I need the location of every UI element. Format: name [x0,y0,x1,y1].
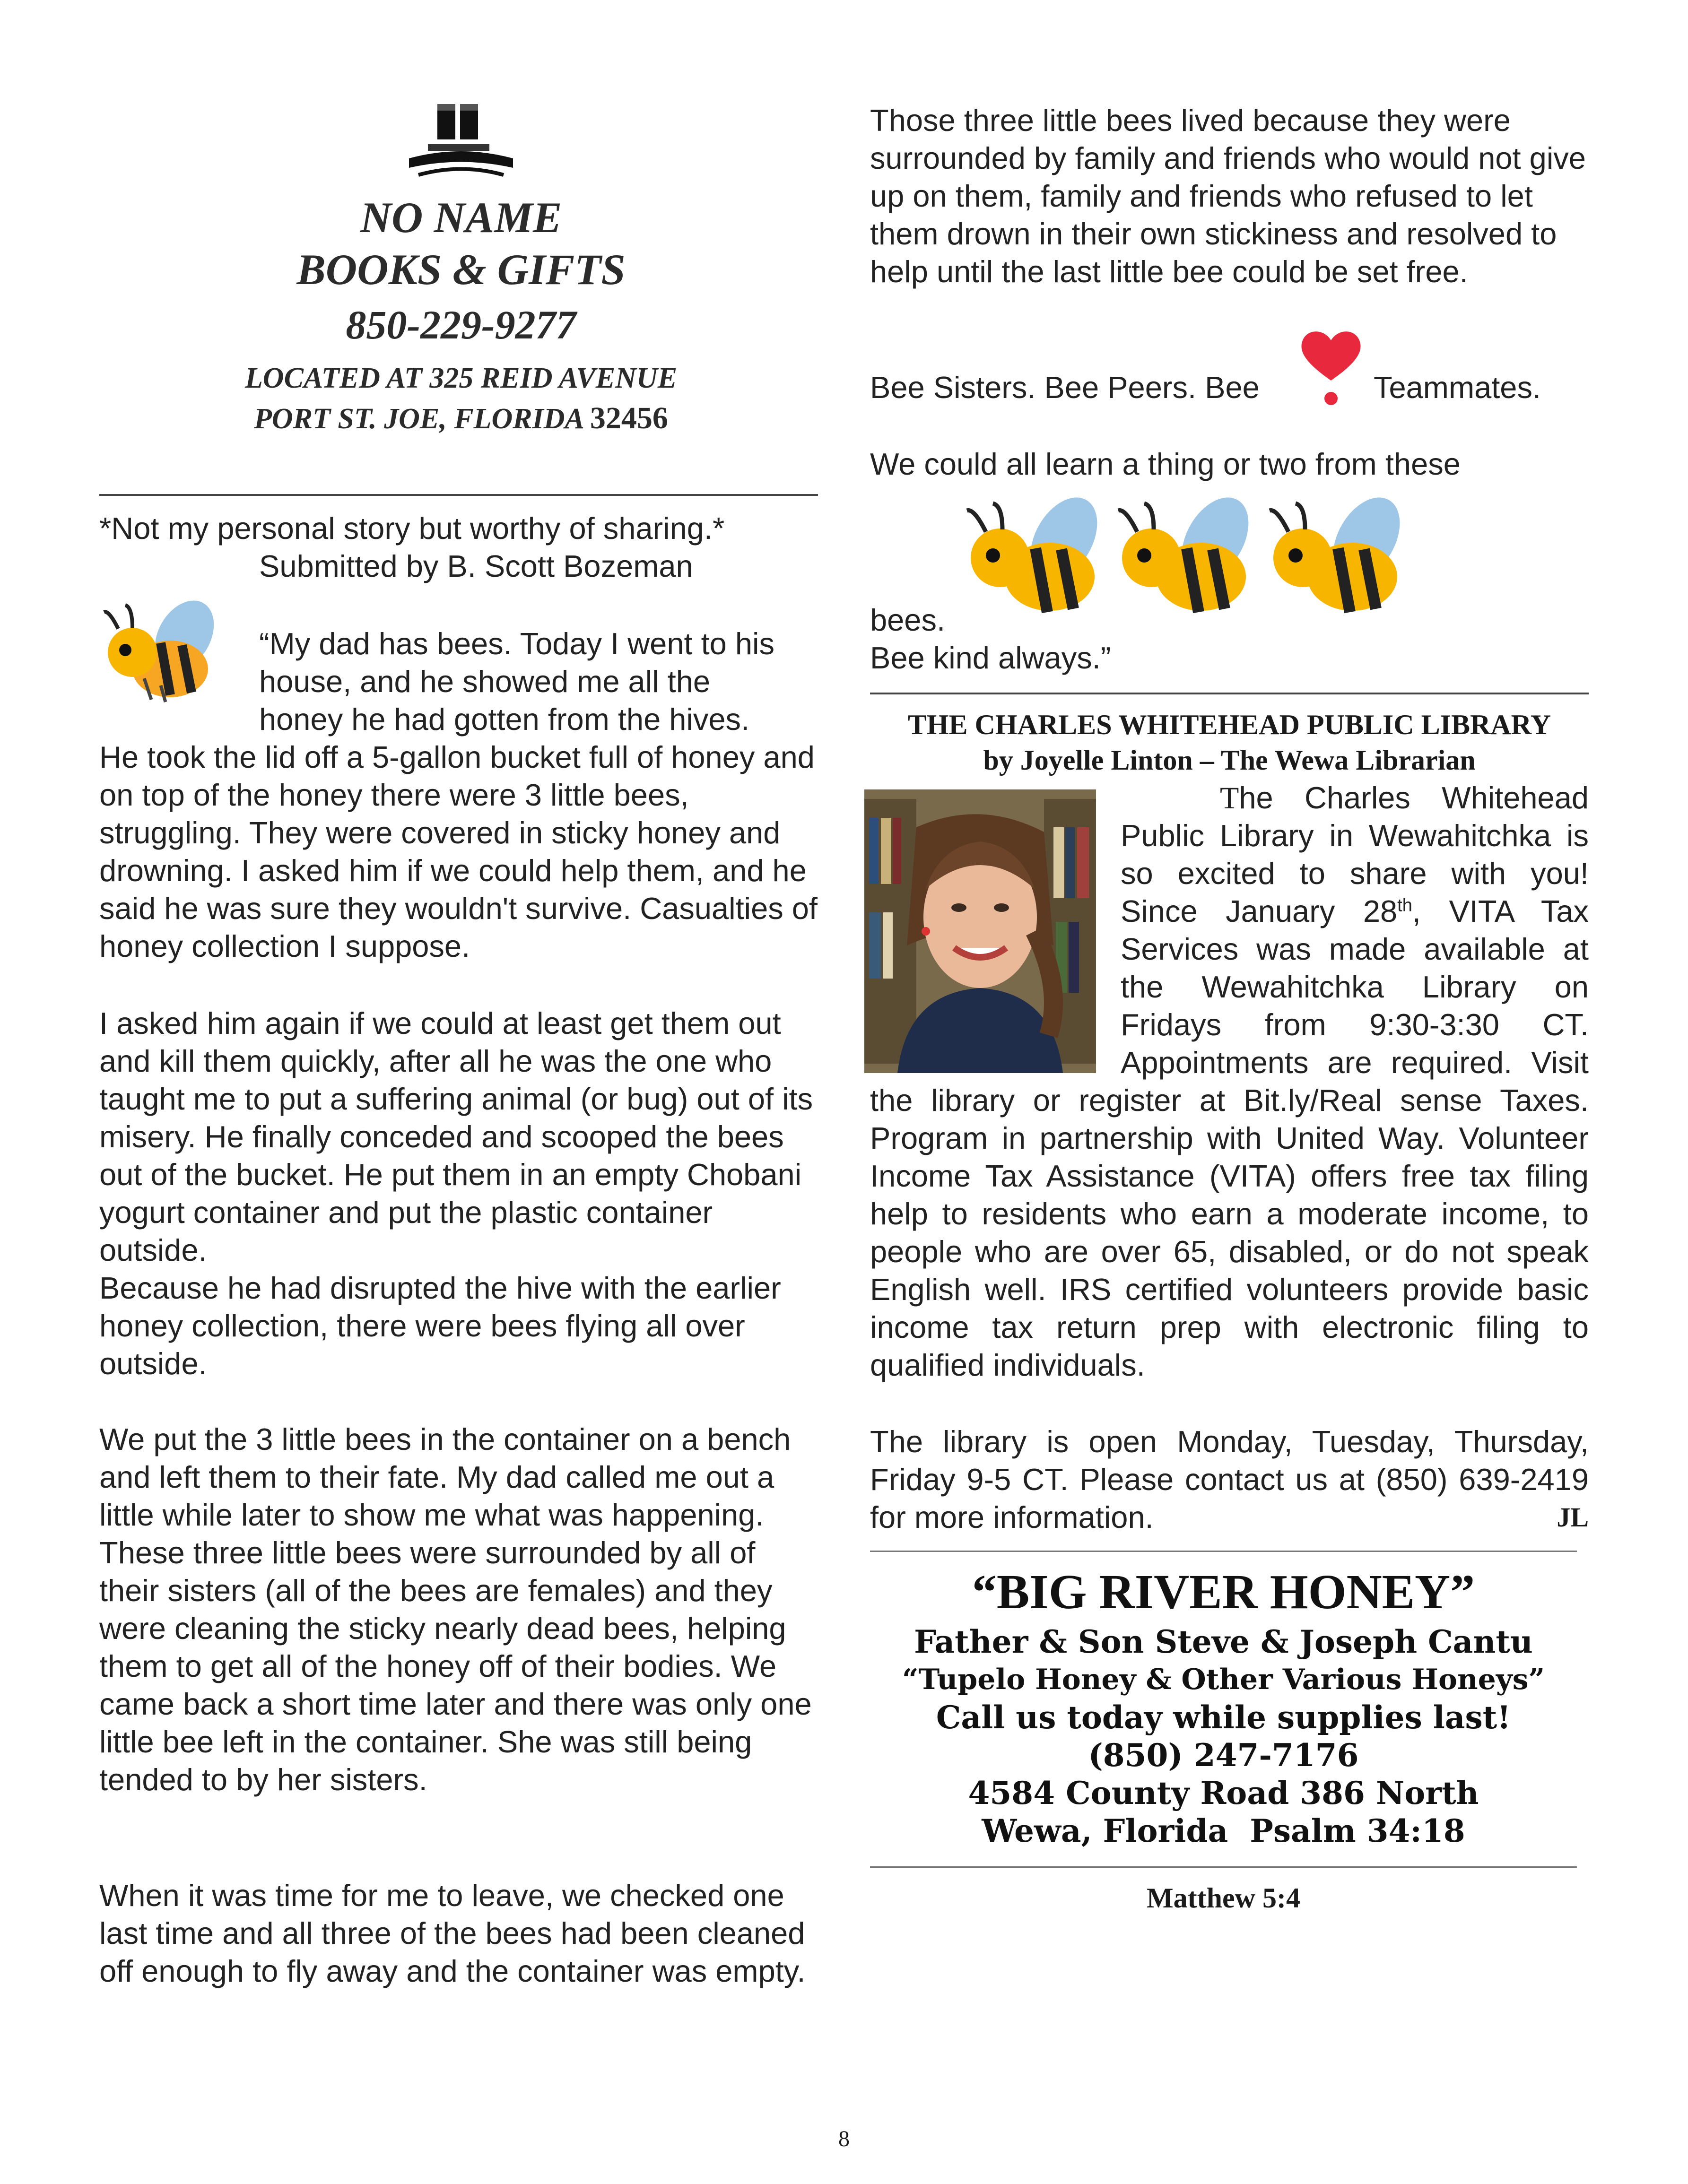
bee-sisters-line [870,369,1589,407]
story-para1-line1: “My dad has bees. Today I went to his [259,626,774,661]
ad-store-name-2: BOOKS & GIFTS [296,245,626,294]
ad-address-line1: LOCATED AT 325 REID AVENUE [244,362,678,394]
library-line6: the Wewahitchka Library on [1121,970,1589,1004]
story-para5: When it was time for me to leave, we checked one last time and all three of the bees had been cleaned off enough to fly away and the container was empty. [99,1878,806,1988]
library-body: the library or register at Bit.ly/Real sense Taxes. Program in partnership with United Way. Volunteer Income Tax Assistance (VITA) offers free tax filing help to residents who earn a moderate income, to people who are over 65, disabled, or do not speak English well. IRS certified volunteers provide basic income tax return prep with electronic filing to qualified individuals. [870,1083,1589,1382]
library-line4-a: Since January 28 [1121,894,1398,928]
library-line4-sup: th [1397,895,1412,916]
honey-phone: (850) 247-7176 [1088,1737,1359,1774]
learn-line: We could all learn a thing or two from these [870,447,1461,481]
story-para1-line3: honey he had gotten from the hives. [259,702,750,737]
honey-city: Wewa, Florida Psalm 34:18 [982,1812,1465,1849]
honey-line1: Father & Son Steve & Joseph Cantu [914,1623,1533,1660]
honey-line3: Call us today while supplies last! [936,1699,1511,1736]
bee-kind-line: Bee kind always.” [870,641,1111,675]
honey-divider-top [870,1551,1577,1552]
ad-phone: 850-229-9277 [346,302,576,347]
story-para2: I asked him again if we could at least get them out and kill them quickly, after all he was the one who taught me to put a suffering animal (or bug) out of its misery. He finally conceded and scooped the bees out of the bucket. He put them in an empty Chobani yogurt container and put the plastic container outside. [99,1006,813,1267]
story-para3: Because he had disrupted the hive with the earlier honey collection, there were bees flying all over outside. [99,1271,781,1381]
bees-word: bees. [870,603,946,637]
library-line7: Fridays from 9:30-3:30 CT. [1121,1007,1589,1042]
library-line8: Appointments are required. Visit [1121,1045,1589,1080]
story-continued-para: Those three little bees lived because they were surrounded by family and friends who would not give up on them, family and friends who refused to let them drown in their own stickiness and resolved to help until the last little bee could be set free. [870,103,1586,289]
library-line1-text: he Charles Whitehead [1239,780,1589,815]
library-initials: JL [1557,1502,1589,1533]
librarian-photo [864,789,1096,1073]
library-line4 [1121,893,1589,930]
page-number: 8 [838,2126,850,2151]
heart-exclamation-icon [1298,329,1364,409]
honey-line2: “Tupelo Honey & Other Various Honeys” [902,1663,1545,1696]
story-note: *Not my personal story but worthy of sharing.* [99,511,725,546]
library-line2: Public Library in Wewahitchka is [1121,818,1589,853]
ad-divider [99,494,818,496]
story-para4: We put the 3 little bees in the container on a bench and left them to their fate. My dad called me out a little while later to show me what was happening. These three little bees were surrounded by all of their sisters (all of the bees are females) and they were cleaning the sticky nearly dead bees, helping them to get all of the honey off of their bodies. We came back a short time later and there was only one little bee left in the container. She was still being tended to by her sisters. [99,1422,812,1797]
library-dropcap: T [1220,781,1239,815]
library-byline: by Joyelle Linton – The Wewa Librarian [983,745,1476,776]
library-hours-text: The library is open Monday, Tuesday, Thursday, Friday 9-5 CT. Please contact us at (850) 639-2419 for more information. [870,1424,1589,1534]
library-line4-b: , VITA Tax [1412,894,1589,928]
books-logo-icon [400,97,522,187]
story-para1-rest: He took the lid off a 5-gallon bucket full of honey and on top of the honey there were 3 little bees, struggling. They were covered in sticky honey and drowning. I asked him if we could help them, and he said he was sure they wouldn't survive. Casualties of honey collection I suppose. [99,740,818,963]
ad-address-line2 [132,399,790,438]
library-divider-top [870,693,1589,694]
teammates-text: Teammates. [1374,370,1541,405]
ad-zip: 32456 [590,401,668,435]
library-line5: Services was made available at [1121,932,1589,966]
ad-store-name: NO NAME [360,193,562,242]
bee-icon [99,591,232,704]
library-line3: so excited to share with you! [1121,856,1589,891]
story-submitted-by: Submitted by B. Scott Bozeman [259,549,693,583]
honey-title: “BIG RIVER HONEY” [972,1565,1475,1619]
story-para1-line2: house, and he showed me all the [259,664,710,699]
honey-address: 4584 County Road 386 North [968,1775,1479,1811]
verse: Matthew 5:4 [1147,1882,1300,1914]
library-title: THE CHARLES WHITEHEAD PUBLIC LIBRARY [907,709,1551,740]
bee-sisters-text: Bee Sisters. Bee Peers. Bee [870,370,1260,405]
library-hours [870,1423,1589,1536]
ad-city: PORT ST. JOE, FLORIDA [254,403,583,435]
honey-divider-bottom [870,1866,1577,1868]
library-line1 [1121,779,1589,817]
